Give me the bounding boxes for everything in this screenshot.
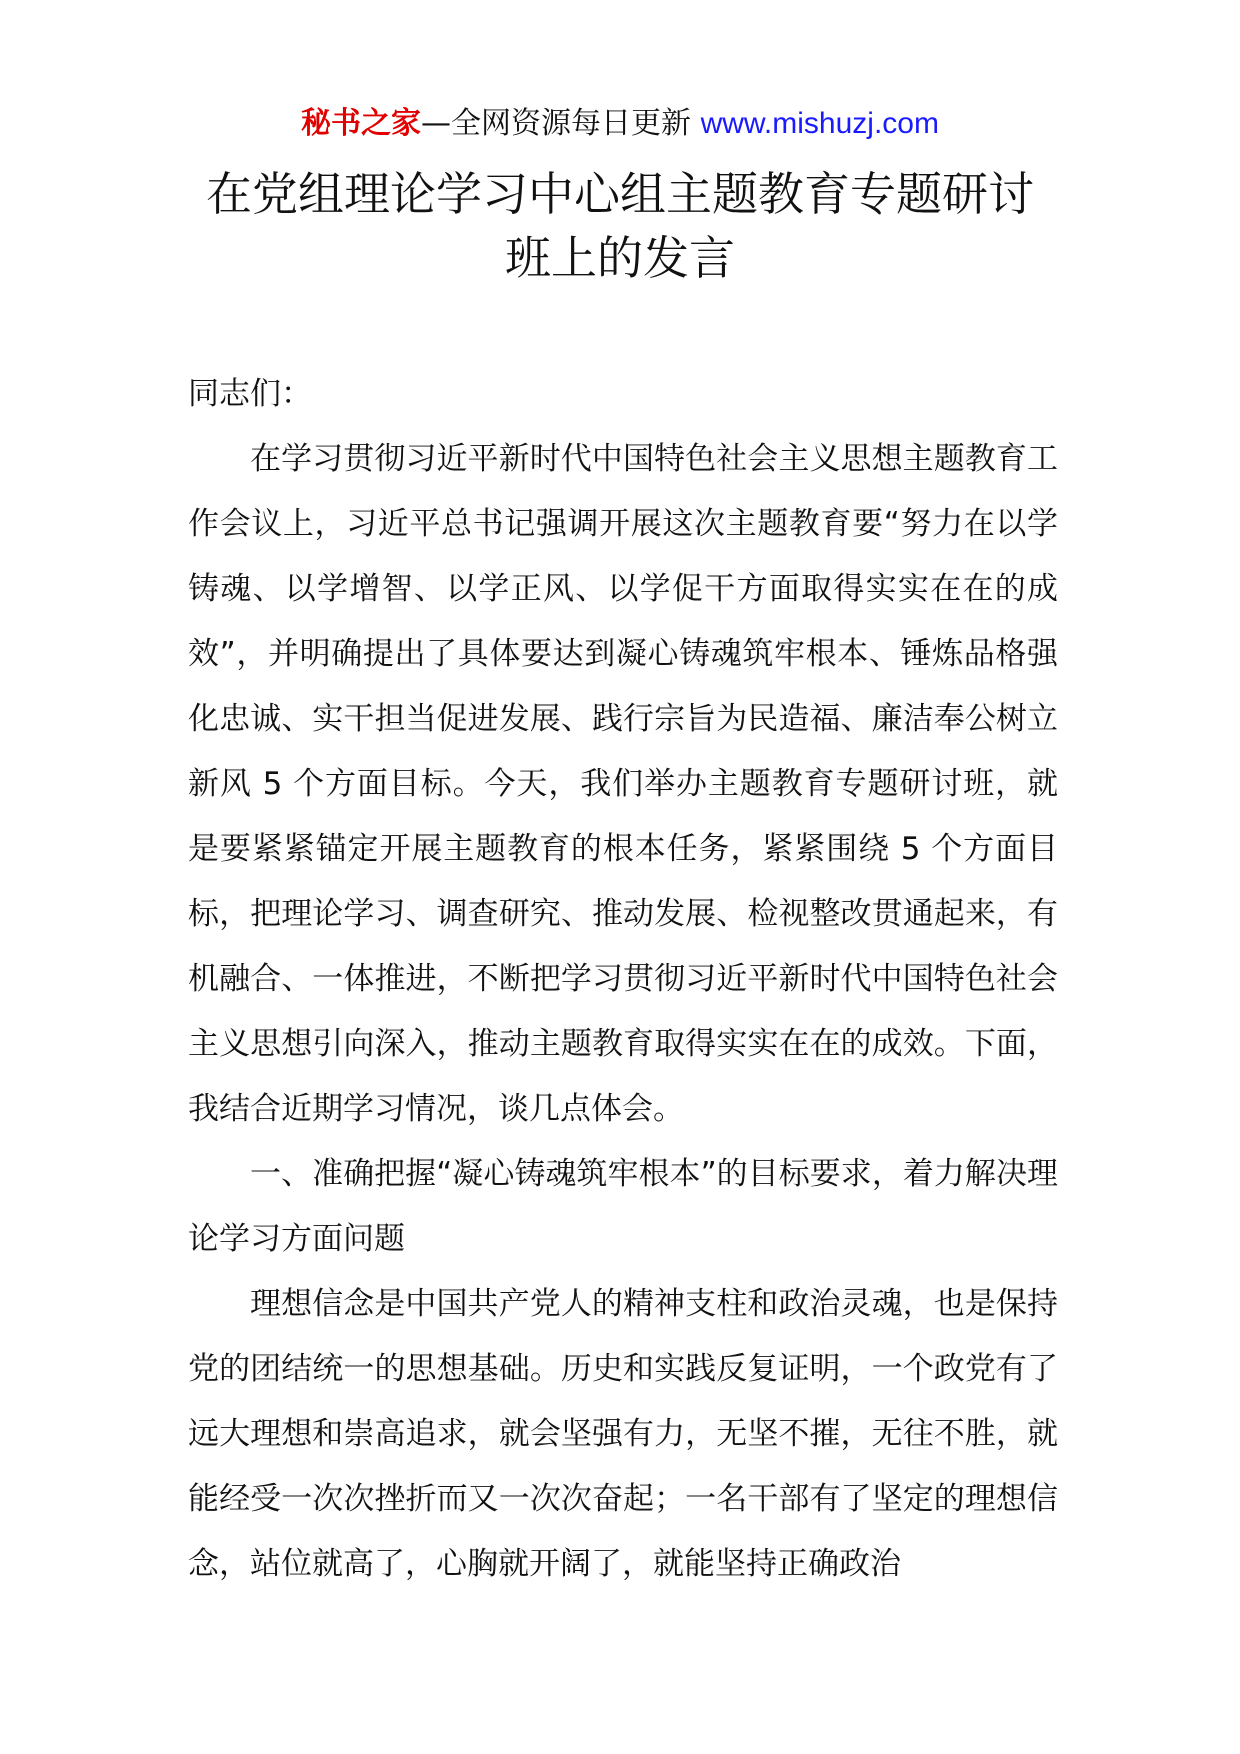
body-paragraph: 理想信念是中国共产党人的精神支柱和政治灵魂，也是保持党的团结统一的思想基础。历史和实践反复证明，一个政党有了远大理想和崇高追求，就会坚强有力，无坚不摧，无往不胜，就能经受一次次挫折而又一次次奋起；一名干部有了坚定的理想信念，站位就高了，心胸就开阔了，就能坚持正确政治	[188, 1286, 1058, 1582]
document-title	[150, 162, 1090, 290]
salutation: 同志们：	[188, 376, 312, 412]
title-line-2: 班上的发言	[505, 231, 735, 285]
title-line-1: 在党组理论学习中心组主题教育专题研讨	[206, 167, 1034, 221]
brand-name: 秘书之家	[301, 106, 422, 141]
site-banner	[0, 102, 1240, 146]
document-body	[188, 362, 1058, 1597]
banner-tagline: —全网资源每日更新	[421, 106, 701, 141]
body-paragraph: 在学习贯彻习近平新时代中国特色社会主义思想主题教育工作会议上，习近平总书记强调开展这次主题教育要“努力在以学铸魂、以学增智、以学正风、以学促干方面取得实实在在的成效”，并明确提出了具体要达到凝心铸魂筑牢根本、锤炼品格强化忠诚、实干担当促进发展、践行宗旨为民造福、廉洁奉公树立新风 5 个方面目标。今天，我们举办主题教育专题研讨班，就是要紧紧锚定开展主题教育的根本任务，紧紧围绕 5 个方面目标，把理论学习、调查研究、推动发展、检视整改贯通起来，有机融合、一体推进，不断把学习贯彻习近平新时代中国特色社会主义思想引向深入，推动主题教育取得实实在在的成效。下面，我结合近期学习情况，谈几点体会。	[188, 441, 1058, 1127]
section-heading: 一、准确把握“凝心铸魂筑牢根本”的目标要求，着力解决理论学习方面问题	[188, 1156, 1058, 1257]
site-url-link[interactable]: www.mishuzj.com	[700, 107, 939, 140]
